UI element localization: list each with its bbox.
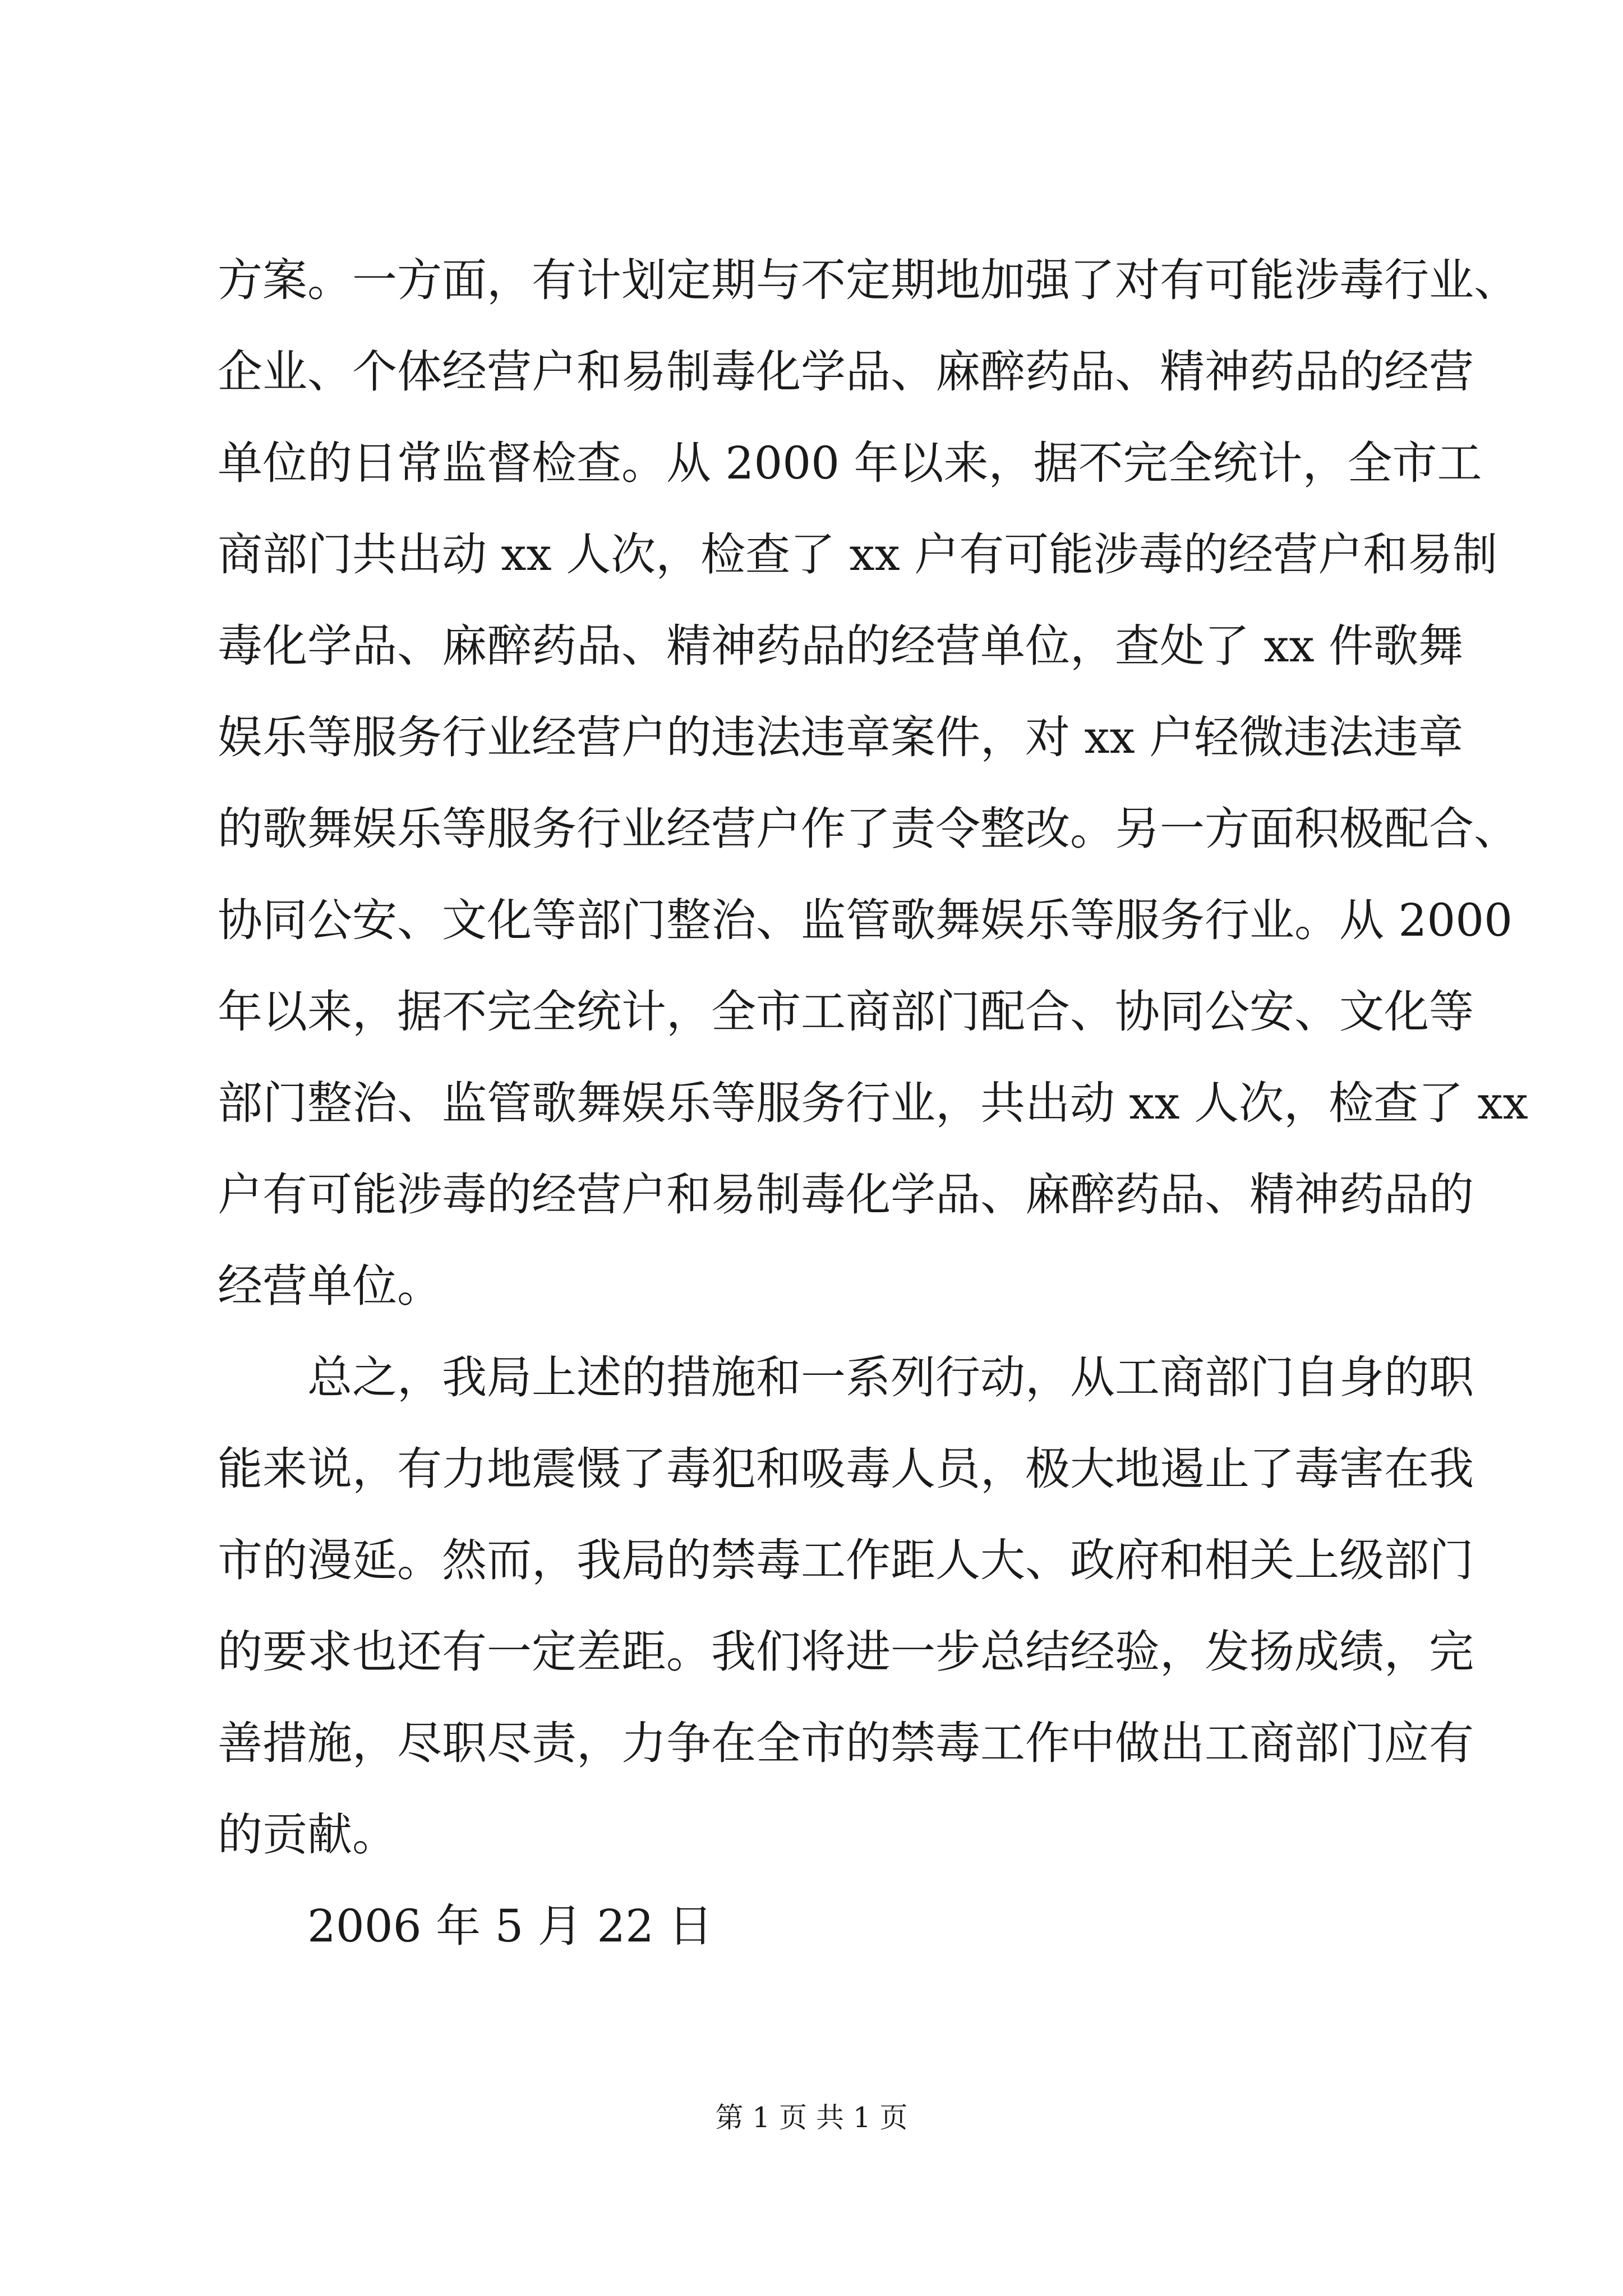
text-line: 企业、个体经营户和易制毒化学品、麻醉药品、精神药品的经营 — [218, 346, 1474, 398]
text-line: 方案。一方面，有计划定期与不定期地加强了对有可能涉毒行业、 — [218, 254, 1519, 306]
text-line: 协同公安、文化等部门整治、监管歌舞娱乐等服务行业。从 2000 — [218, 894, 1513, 946]
text-line: 的歌舞娱乐等服务行业经营户作了责令整改。另一方面积极配合、 — [218, 803, 1519, 855]
document-body — [218, 234, 1528, 1972]
text-line: 能来说，有力地震慑了毒犯和吸毒人员，极大地遏止了毒害在我 — [218, 1443, 1474, 1495]
text-line: 单位的日常监督检查。从 2000 年以来，据不完全统计，全市工 — [218, 437, 1482, 489]
text-line: 年以来，据不完全统计，全市工商部门配合、协同公安、文化等 — [218, 986, 1474, 1038]
text-line: 的贡献。 — [218, 1809, 397, 1861]
text-line: 善措施，尽职尽责，力争在全市的禁毒工作中做出工商部门应有 — [218, 1717, 1474, 1769]
text-line: 部门整治、监管歌舞娱乐等服务行业，共出动 xx 人次，检查了 xx — [218, 1077, 1528, 1129]
document-date: 2006 年 5 月 22 日 — [307, 1900, 713, 1952]
text-line: 市的漫延。然而，我局的禁毒工作距人大、政府和相关上级部门 — [218, 1534, 1474, 1586]
paragraph-first-line: 总之，我局上述的措施和一系列行动，从工商部门自身的职 — [307, 1351, 1474, 1404]
text-line: 毒化学品、麻醉药品、精神药品的经营单位，查处了 xx 件歌舞 — [218, 620, 1464, 672]
text-line: 商部门共出动 xx 人次，检查了 xx 户有可能涉毒的经营户和易制 — [218, 528, 1498, 581]
text-line: 的要求也还有一定差距。我们将进一步总结经验，发扬成绩，完 — [218, 1626, 1474, 1678]
text-line: 经营单位。 — [218, 1260, 442, 1312]
text-line: 娱乐等服务行业经营户的违法违章案件，对 xx 户轻微违法违章 — [218, 711, 1464, 763]
text-line: 户有可能涉毒的经营户和易制毒化学品、麻醉药品、精神药品的 — [218, 1168, 1474, 1221]
page-footer: 第 1 页 共 1 页 — [715, 2101, 908, 2134]
